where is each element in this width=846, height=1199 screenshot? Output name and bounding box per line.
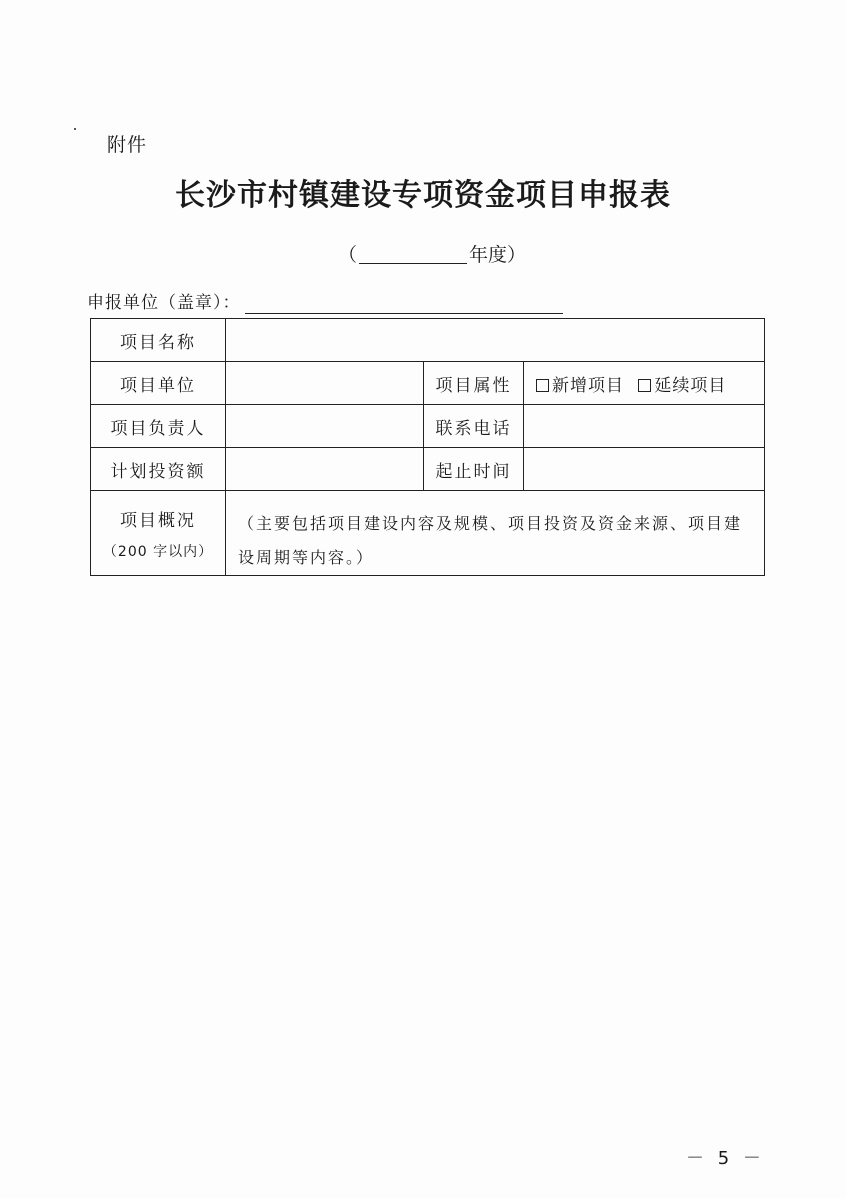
applicant-unit-blank[interactable] (245, 297, 563, 314)
project-name-field[interactable] (226, 319, 765, 362)
start-end-time-label: 起止时间 (424, 448, 524, 491)
option-new-label: 新增项目 (552, 375, 624, 396)
project-unit-label: 项目单位 (91, 362, 226, 405)
overview-field[interactable] (226, 491, 765, 576)
project-name-label: 项目名称 (91, 319, 226, 362)
overview-hint: （主要包括项目建设内容及规模、项目投资及资金来源、项目建设周期等内容。） (238, 514, 743, 567)
year-blank[interactable] (359, 245, 467, 264)
start-end-time-field[interactable] (524, 448, 765, 491)
overview-limit: （200 字以内） (102, 543, 214, 560)
contact-phone-label: 联系电话 (424, 405, 524, 448)
contact-phone-field[interactable] (524, 405, 765, 448)
overview-label-cell (91, 491, 226, 576)
option-new-project[interactable] (536, 376, 624, 396)
project-leader-label: 项目负责人 (91, 405, 226, 448)
option-continued-label: 延续项目 (654, 375, 727, 396)
planned-investment-label: 计划投资额 (91, 448, 226, 491)
scan-dot (74, 128, 76, 130)
checkbox-icon[interactable] (638, 379, 651, 392)
overview-label: 项目概况 (120, 510, 196, 531)
applicant-unit-line (87, 288, 563, 314)
checkbox-icon[interactable] (536, 379, 549, 392)
project-unit-field[interactable] (226, 362, 424, 405)
row-project-leader (91, 405, 765, 448)
application-form-table (90, 318, 765, 576)
row-project-unit (91, 362, 765, 405)
attachment-label: 附件 (107, 134, 148, 156)
year-suffix: 年度） (469, 244, 527, 266)
row-planned-investment (91, 448, 765, 491)
row-project-name (91, 319, 765, 362)
applicant-unit-label: 申报单位（盖章）： (87, 293, 241, 313)
page-number: － 5 － (686, 1148, 765, 1169)
project-leader-field[interactable] (226, 405, 424, 448)
form-title: 长沙市村镇建设专项资金项目申报表 (175, 178, 671, 213)
project-attribute-options (524, 362, 765, 405)
year-open-paren: （ (338, 244, 358, 266)
project-attribute-label: 项目属性 (424, 362, 524, 405)
planned-investment-field[interactable] (226, 448, 424, 491)
year-line (338, 240, 526, 267)
row-overview (91, 491, 765, 576)
option-continued-project[interactable] (638, 376, 726, 396)
